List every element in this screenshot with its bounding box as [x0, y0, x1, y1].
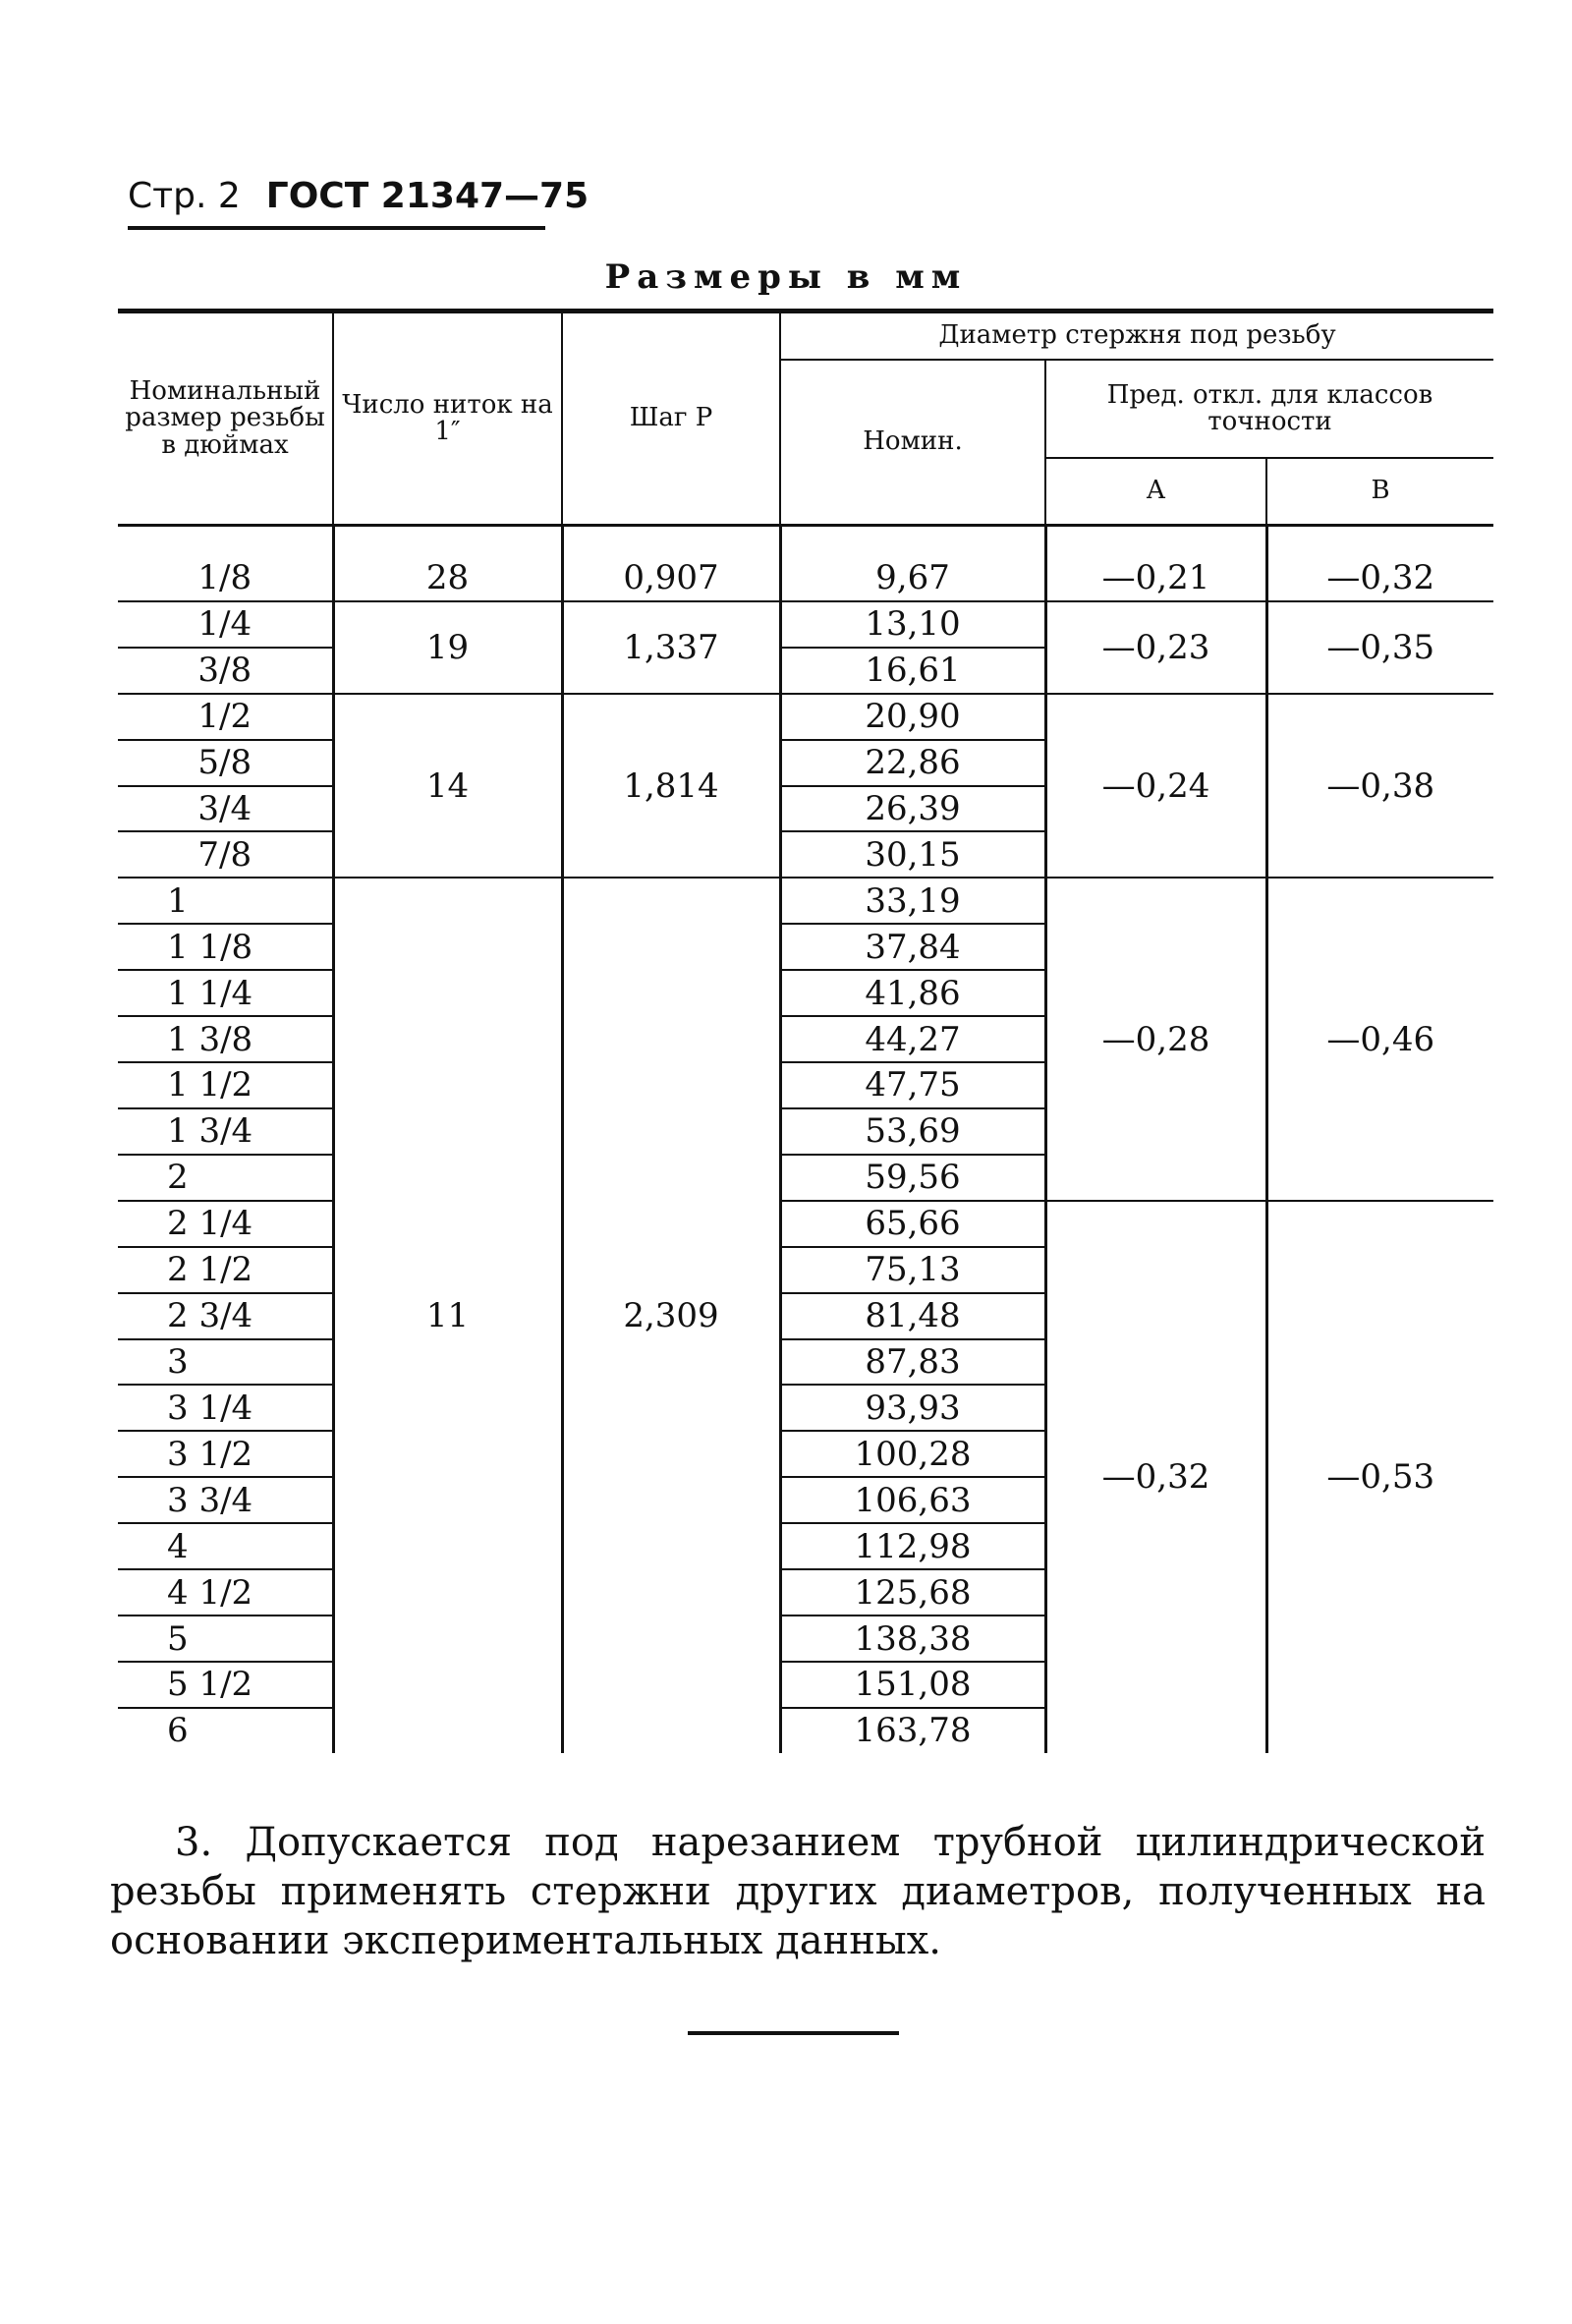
dev-a-cell: —0,28 [1045, 878, 1266, 1200]
size-cell: 3 [118, 1339, 333, 1386]
diameter-cell: 13,10 [780, 601, 1045, 648]
size-cell: 1 3/8 [118, 1016, 333, 1062]
page-number: Стр. 2 [128, 176, 241, 216]
diameter-cell: 33,19 [780, 878, 1045, 924]
diameter-cell: 125,68 [780, 1569, 1045, 1615]
size-cell: 1/4 [118, 601, 333, 648]
diameter-cell: 37,84 [780, 924, 1045, 970]
table-row [118, 556, 1493, 601]
size-cell: 2 3/4 [118, 1293, 333, 1339]
pitch-cell: 2,309 [562, 878, 780, 1753]
diameter-cell: 59,56 [780, 1155, 1045, 1201]
size-cell: 1 [118, 878, 333, 924]
dev-b-cell: —0,38 [1266, 694, 1493, 879]
size-cell: 1 1/8 [118, 924, 333, 970]
header-pitch: Шаг P [562, 312, 780, 526]
diameter-cell: 75,13 [780, 1247, 1045, 1293]
pitch-cell: 1,814 [562, 694, 780, 879]
end-rule [688, 2031, 899, 2035]
diameter-cell: 16,61 [780, 648, 1045, 694]
dev-a-cell: —0,23 [1045, 601, 1266, 694]
size-cell: 3 3/4 [118, 1477, 333, 1523]
size-cell: 2 [118, 1155, 333, 1201]
diameter-cell: 112,98 [780, 1523, 1045, 1569]
size-cell: 1 1/4 [118, 970, 333, 1016]
header-gap-row [118, 526, 1493, 557]
thread-dimensions-table [118, 309, 1493, 1753]
table-row [118, 601, 1493, 648]
size-cell: 4 [118, 1523, 333, 1569]
diameter-cell: 47,75 [780, 1062, 1045, 1108]
dev-a-cell: —0,24 [1045, 694, 1266, 879]
size-cell: 6 [118, 1708, 333, 1753]
threads-cell: 14 [333, 694, 562, 879]
table-row [118, 878, 1493, 924]
dev-b-cell: —0,46 [1266, 878, 1493, 1200]
diameter-cell: 30,15 [780, 831, 1045, 878]
diameter-cell: 9,67 [780, 556, 1045, 601]
size-cell: 1 1/2 [118, 1062, 333, 1108]
pitch-cell: 1,337 [562, 601, 780, 694]
size-cell: 1 3/4 [118, 1108, 333, 1155]
size-cell: 2 1/2 [118, 1247, 333, 1293]
size-cell: 3/4 [118, 786, 333, 832]
size-cell: 5 1/2 [118, 1662, 333, 1708]
header-class-b: В [1266, 458, 1493, 526]
dev-a-cell: —0,21 [1045, 556, 1266, 601]
header-nominal: Номин. [780, 360, 1045, 526]
header-threads-per-inch: Число ниток на 1″ [333, 312, 562, 526]
diameter-cell: 44,27 [780, 1016, 1045, 1062]
diameter-cell: 22,86 [780, 740, 1045, 786]
note-paragraph: 3. Допускается под нарезанием трубной цилиндрической резьбы применять стержни других диаметров, полученных на основании экспериментальных данных. [110, 1820, 1486, 1963]
threads-cell: 28 [333, 556, 562, 601]
size-cell: 2 1/4 [118, 1201, 333, 1247]
diameter-cell: 41,86 [780, 970, 1045, 1016]
diameter-cell: 87,83 [780, 1339, 1045, 1386]
table-row [118, 694, 1493, 740]
threads-cell: 19 [333, 601, 562, 694]
size-cell: 3 1/4 [118, 1385, 333, 1431]
size-cell: 3 1/2 [118, 1431, 333, 1477]
size-cell: 5 [118, 1615, 333, 1662]
size-cell: 1/2 [118, 694, 333, 740]
diameter-cell: 53,69 [780, 1108, 1045, 1155]
table-row [118, 1201, 1493, 1247]
size-cell: 1/8 [118, 556, 333, 601]
page-header [128, 167, 590, 230]
dev-b-cell: —0,32 [1266, 556, 1493, 601]
diameter-cell: 65,66 [780, 1201, 1045, 1247]
diameter-cell: 93,93 [780, 1385, 1045, 1431]
standard-number: ГОСТ 21347—75 [265, 176, 590, 216]
size-cell: 4 1/2 [118, 1569, 333, 1615]
header-rod-diameter: Диаметр стержня под резьбу [780, 312, 1493, 361]
diameter-cell: 26,39 [780, 786, 1045, 832]
header-deviations: Пред. откл. для классов точности [1045, 360, 1493, 458]
dev-b-cell: —0,53 [1266, 1201, 1493, 1753]
diameter-cell: 100,28 [780, 1431, 1045, 1477]
threads-cell: 11 [333, 878, 562, 1753]
diameter-cell: 20,90 [780, 694, 1045, 740]
diameter-cell: 106,63 [780, 1477, 1045, 1523]
size-cell: 3/8 [118, 648, 333, 694]
header-nominal-size: Номинальный размер резьбы в дюймах [118, 312, 333, 526]
diameter-cell: 138,38 [780, 1615, 1045, 1662]
dev-b-cell: —0,35 [1266, 601, 1493, 694]
units-caption: Размеры в мм [604, 257, 968, 297]
diameter-cell: 151,08 [780, 1662, 1045, 1708]
diameter-cell: 163,78 [780, 1708, 1045, 1753]
pitch-cell: 0,907 [562, 556, 780, 601]
header-class-a: А [1045, 458, 1266, 526]
size-cell: 5/8 [118, 740, 333, 786]
dev-a-cell: —0,32 [1045, 1201, 1266, 1753]
size-cell: 7/8 [118, 831, 333, 878]
diameter-cell: 81,48 [780, 1293, 1045, 1339]
